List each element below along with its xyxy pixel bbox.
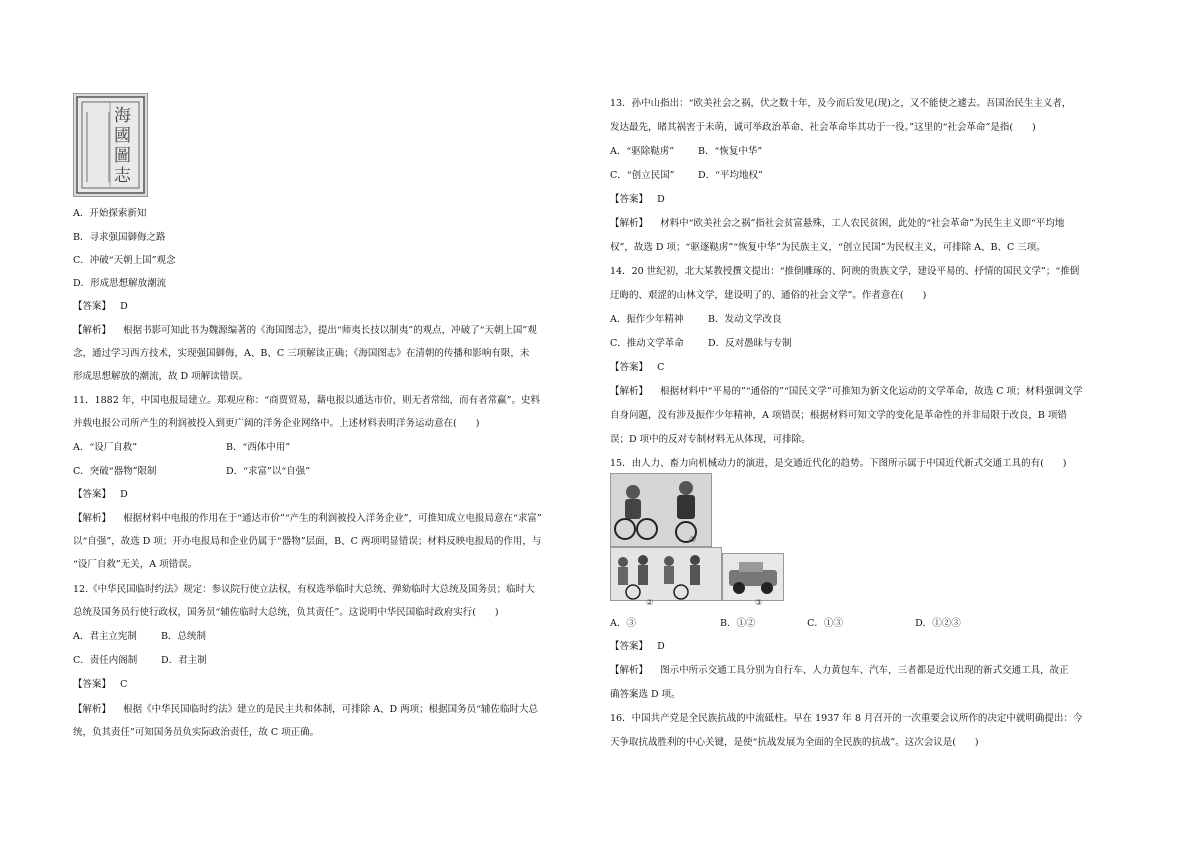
q12-option-b: B．总统制 [161, 631, 207, 642]
q10-analysis-2: 念，通过学习西方技术，实现强国御侮，A、B、C 三项解读正确；《海国图志》在清朝的传播和影响有限，未 [73, 348, 530, 359]
answer-label: 【答案】 [610, 641, 649, 652]
q15-analysis-2: 确答案选 D 项。 [610, 689, 681, 700]
q14-option-b: B．发动文学改良 [708, 314, 782, 325]
q14-options-row-2 [610, 337, 792, 351]
q14-option-d: D．反对愚昧与专制 [708, 338, 792, 349]
analysis-text: 根据材料中“平易的”“通俗的”“国民文学”可推知为新文化运动的文学革命，故选 C 项；材料强调文学 [660, 386, 1083, 397]
q11-analysis-3: “设厂自救”无关，A 项错误。 [73, 559, 198, 570]
caption-2: ② [646, 598, 654, 607]
q13-answer [610, 193, 665, 207]
rickshaw-photo [610, 547, 722, 601]
q11-options-row-2 [73, 465, 310, 479]
q13-options-row-1 [610, 145, 762, 159]
q11-analysis-1 [73, 512, 542, 526]
q14-option-c: C．推动文学革命 [610, 338, 684, 349]
q12-options-row-1 [73, 630, 206, 644]
q12-stem-2: 总统及国务员行使行政权，国务员“辅佐临时大总统，负其责任”。这说明中华民国临时政府实行( ) [73, 607, 499, 618]
car-icon [723, 554, 783, 600]
q16-stem-2: 天争取抗战胜利的中心关键，是使“抗战发展为全面的全民族的抗战”。这次会议是( ) [610, 737, 979, 748]
q13-analysis-2: 权”，故选 D 项；“驱逐鞑虏”“恢复中华”为民族主义，“创立民国”为民权主义，可排除 A、B、C 三项。 [610, 242, 1046, 253]
q13-options-row-2 [610, 169, 763, 183]
caption-3: ③ [755, 598, 763, 607]
q15-option-b: B．①② [720, 618, 756, 629]
answer-value: C [120, 679, 128, 690]
rickshaw-icon [611, 548, 721, 600]
q14-analysis-3: 误；D 项中的反对专制材料无从体现，可排除。 [610, 434, 811, 445]
answer-value: C [657, 362, 665, 373]
answer-value: D [657, 194, 665, 205]
seal-glyphs [86, 112, 110, 182]
analysis-text: 图示中所示交通工具分别为自行车、人力黄包车、汽车，三者都是近代出现的新式交通工具，故正 [660, 665, 1069, 676]
answer-value: D [657, 641, 665, 652]
q12-analysis-2: 统，负其责任”可知国务员负实际政治责任，故 C 项正确。 [73, 727, 320, 738]
q14-analysis-2: 自身问题，没有涉及振作少年精神，A 项错误；根据材料可知文学的变化是革命性的并非局限于改良，B 项错 [610, 410, 1067, 421]
q14-options-row-1 [610, 313, 782, 327]
analysis-text: 材料中“欧美社会之祸”指社会贫富悬殊，工人农民贫困，此处的“社会革命”为民生主义即“平均地 [660, 218, 1065, 229]
q15-analysis-1 [610, 664, 1069, 678]
answer-label: 【答案】 [73, 301, 112, 312]
q12-stem-1: 12.《中华民国临时约法》规定：参议院行使立法权，有权选举临时大总统、弹劾临时大总统及国务员；临时大 [73, 584, 535, 595]
q14-stem-2: 迂晦的、艰涩的山林文学，建设明了的、通俗的社会文学”。作者意在( ) [610, 290, 927, 301]
analysis-text: 根据材料中电报的作用在于“通达市价”“产生的利润被投入洋务企业”，可推知成立电报局意在“求富” [123, 513, 542, 524]
answer-value: D [120, 489, 128, 500]
q11-option-a: A．“设厂自救” [73, 442, 138, 453]
analysis-label: 【解析】 [73, 704, 112, 715]
q10-option-d: D．形成思想解放潮流 [73, 278, 167, 289]
answer-label: 【答案】 [610, 194, 649, 205]
bicycle-photo [610, 473, 712, 547]
q10-option-b: B．寻求强国御侮之路 [73, 232, 166, 243]
q13-option-a: A．“驱除鞑虏” [610, 146, 675, 157]
q10-option-a: A．开始探索新知 [73, 208, 147, 219]
q14-analysis-1 [610, 385, 1083, 399]
q10-analysis-1 [73, 324, 537, 338]
analysis-text: 根据《中华民国临时约法》建立的是民主共和体制，可排除 A、D 两项；根据国务员“辅佐临时大总 [123, 704, 538, 715]
analysis-label: 【解析】 [610, 218, 649, 229]
q13-analysis-1 [610, 217, 1064, 231]
q11-option-d: D．“求富”以“自强” [226, 466, 311, 477]
q13-option-d: D．“平均地权” [698, 170, 763, 181]
q12-answer [73, 678, 127, 692]
q10-option-c: C．冲破“天朝上国”观念 [73, 255, 176, 266]
q15-answer [610, 640, 665, 654]
q15-option-d: D．①②③ [915, 618, 961, 629]
answer-label: 【答案】 [610, 362, 649, 373]
q14-stem-1: 14．20 世纪初，北大某教授撰文提出：“推倒雕琢的、阿谀的贵族文学，建设平易的、抒情的国民文学”；“推倒 [610, 266, 1080, 277]
q11-options-row-1 [73, 441, 290, 455]
q11-stem-2: 并载电报公司所产生的利润被投入到更广阔的洋务企业网络中。上述材料表明洋务运动意在( ) [73, 418, 480, 429]
q13-stem-2: 发达最先，睹其祸害于未萌，诚可举政治革命、社会革命毕其功于一役。”这里的“社会革命”是指( ) [610, 122, 1036, 133]
q15-option-a: A．③ [610, 618, 636, 629]
q13-option-b: B．“恢复中华” [698, 146, 763, 157]
q12-option-a: A．君主立宪制 [73, 631, 137, 642]
answer-label: 【答案】 [73, 489, 112, 500]
seal-text: 海國圖志 [114, 106, 131, 186]
analysis-label: 【解析】 [73, 513, 112, 524]
answer-label: 【答案】 [73, 679, 112, 690]
analysis-label: 【解析】 [610, 386, 649, 397]
q10-answer [73, 300, 128, 314]
q15-options [610, 617, 961, 631]
car-photo [722, 553, 784, 601]
q12-options-row-2 [73, 654, 207, 668]
q14-option-a: A．振作少年精神 [610, 314, 684, 325]
q15-stem: 15．由人力、畜力向机械动力的演进，是交通近代化的趋势。下图所示属于中国近代新式交通工具的有( ) [610, 458, 1067, 469]
caption-1: ① [689, 535, 697, 544]
q11-option-b: B．“西体中用” [226, 442, 291, 453]
q13-option-c: C．“创立民国” [610, 170, 675, 181]
book-seal-image [73, 93, 148, 197]
q15-option-c: C．①③ [807, 618, 843, 629]
q12-analysis-1 [73, 703, 538, 717]
q11-answer [73, 488, 128, 502]
q12-option-c: C．责任内阁制 [73, 655, 138, 666]
q16-stem-1: 16．中国共产党是全民族抗战的中流砥柱。早在 1937 年 8 月召开的一次重要会议所作的决定中就明确提出：今 [610, 713, 1083, 724]
seal-drawing [74, 94, 147, 196]
q14-answer [610, 361, 664, 375]
q13-stem-1: 13．孙中山指出：“欧美社会之祸，伏之数十年，及今而后发见(现)之，又不能使之遽去。吾国治民生主义者， [610, 98, 1072, 109]
analysis-label: 【解析】 [610, 665, 649, 676]
q11-analysis-2: 以“自强”，故选 D 项；开办电报局和企业仍属于“器物”层面，B、C 两项明显错误；材料反映电报局的作用，与 [73, 536, 542, 547]
q10-analysis-3: 形成思想解放的潮流，故 D 项解读错误。 [73, 371, 249, 382]
q11-stem-1: 11．1882 年，中国电报局建立。郑观应称：“商贾贸易，藉电报以通达市价，则无者常绌，而有者常赢”。史料 [73, 395, 540, 406]
q12-option-d: D．君主制 [161, 655, 207, 666]
analysis-label: 【解析】 [73, 325, 112, 336]
answer-value: D [120, 301, 128, 312]
q11-option-c: C．突破“器物”限制 [73, 466, 157, 477]
analysis-text: 根据书影可知此书为魏源编著的《海国图志》，提出“师夷长技以制夷”的观点，冲破了“天朝上国”观 [123, 325, 537, 336]
